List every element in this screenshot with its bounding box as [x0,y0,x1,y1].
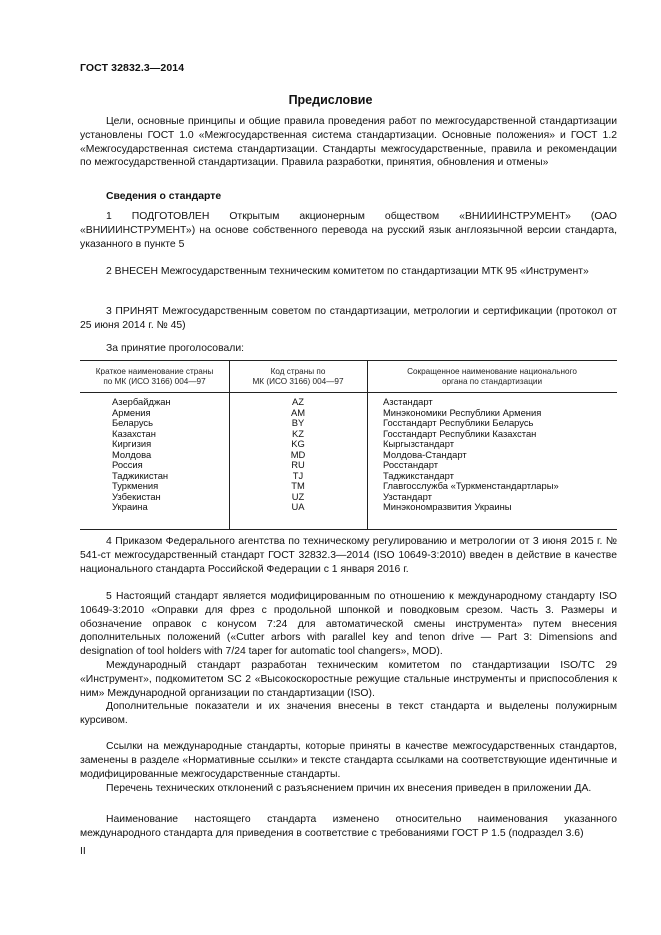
table-column-body [383,397,559,513]
table-cell: Киргизия [112,438,152,449]
table-cell: Молдова [112,448,152,460]
table-cell: Госстандарт Республики Беларусь [383,417,534,428]
paragraph-1: 1 ПОДГОТОВЛЕН Открытым акционерным обществом «ВНИИИНСТРУМЕНТ» (ОАО «ВНИИИНСТРУМЕНТ») на основе собственного перевода на русский язык англоязычной версии стандарта, указанного в пункте 5 [80,211,617,250]
table-header-code: Код страны по МК (ИСО 3166) 004—97 [252,367,344,387]
table-column-country [112,397,171,513]
table-header-country: Краткое наименование страны по МК (ИСО 3166) 004—97 [95,367,214,387]
table-cell: TJ [292,469,304,481]
table-cell: RU [291,459,305,470]
table-header-body: Сокращенное наименование национального органа по стандартизации [407,367,577,387]
table-cell: Узбекистан [112,490,161,502]
standard-number: ГОСТ 32832.3—2014 [80,62,185,74]
paragraph-2: 2 ВНЕСЕН Межгосударственным техническим комитетом по стандартизации МТК 95 «Инструмент» [106,266,589,277]
vote-line: За принятие проголосовали: [106,343,245,354]
table-cell: Узстандарт [383,490,432,502]
table-cell: Молдова-Стандарт [383,448,467,460]
table-cell: Азербайджан [112,396,171,407]
table-cell: UZ [291,490,305,502]
page-number: II [80,846,86,857]
table-cell: AZ [292,396,304,407]
table-column-divider [367,361,368,529]
paragraph-10: Наименование настоящего стандарта изменено относительно наименования указанного международного стандарта для приведения в соответствие с требованиями ГОСТ Р 1.5 (подраздел 3.6) [80,814,617,839]
table-cell: BY [291,417,305,428]
table-cell: KG [291,438,305,449]
paragraph-8: Ссылки на международные стандарты, которые приняты в качестве межгосударственных стандартов, заменены в разделе «Нормативные ссылки» и тексте стандарта ссылками на соответствующие идентичные и модифицированные межгосударственные стандарты. [80,741,617,780]
table-cell: AM [290,406,306,418]
table-cell: Росстандарт [383,459,438,470]
paragraph-6: Международный стандарт разработан техническим комитетом по стандартизации ISO/TC 29 «Инструмент», подкомитетом SC 2 «Высокоскоростные режущие стальные инструменты и приспособления к ним» Международной организации по стандартизации (ISO). [80,660,617,699]
intro-paragraph: Цели, основные принципы и общие правила проведения работ по межгосударственной стандартизации установлены ГОСТ 1.0 «Межгосударственная система стандартизации. Основные положения» и ГОСТ 1.2 «Межгосударственная система стандартизации. Стандарты межгосударственные, правила и рекомендации по межгосударственной стандартизации. Правила разработки, принятия, обновления и отмены» [80,116,617,169]
table-cell: Беларусь [112,417,154,428]
paragraph-3: 3 ПРИНЯТ Межгосударственным советом по стандартизации, метрологии и сертификации (протокол от 25 июня 2014 г. № 45) [80,306,617,331]
table-cell: Госстандарт Республики Казахстан [383,427,537,439]
paragraph-4: 4 Приказом Федерального агентства по техническому регулированию и метрологии от 3 июня 2015 г. № 541-ст межгосударственный стандарт ГОСТ 32832.3—2014 (ISO 10649-3:2010) введен в действие в качестве национального стандарта Российской Федерации с 1 января 2016 г. [80,536,617,575]
table-cell: Казахстан [112,427,156,439]
table-cell: Главгосслужба «Туркменстандартлары» [383,480,559,491]
paragraph-7: Дополнительные показатели и их значения внесены в текст стандарта и выделены полужирным курсивом. [80,701,617,726]
table-cell: Армения [112,406,151,418]
table-cell: Таджикстандарт [383,469,454,481]
voting-table [80,360,617,530]
table-cell: Украина [112,501,148,512]
table-cell: Азстандарт [383,396,433,407]
table-header-divider [80,392,617,393]
table-cell: Таджикистан [112,469,169,481]
table-cell: Минэкономразвития Украины [383,501,512,512]
paragraph-9: Перечень технических отклонений с разъяснением причин их внесения приведен в приложении ДА. [106,783,592,794]
table-cell: KZ [292,427,304,439]
table-cell: UA [291,501,305,512]
table-cell: Кыргызстандарт [383,438,455,449]
table-cell: MD [290,448,306,460]
table-cell: Туркмения [112,480,159,491]
page-title: Предисловие [288,93,373,107]
table-cell: Россия [112,459,143,470]
info-heading: Сведения о стандарте [106,191,222,202]
paragraph-5: 5 Настоящий стандарт является модифицированным по отношению к международному стандарту ISO 10649-3:2010 «Оправки для фрез с продольной шпонкой и поводковым срезом. Часть 3. Размеры и обозначение оправок с конусом 7:24 для автоматической смены инструмента» путем внесения дополнительных положений («Cutter arbors with parallel key and tenon drive — Part 3: Dimensions and designation of tool holders with 7/24 taper for automatic tool changers», MOD). [80,591,617,658]
table-column-code [230,397,366,513]
table-cell: Минэкономики Республики Армения [383,406,542,418]
table-cell: TM [291,480,305,491]
